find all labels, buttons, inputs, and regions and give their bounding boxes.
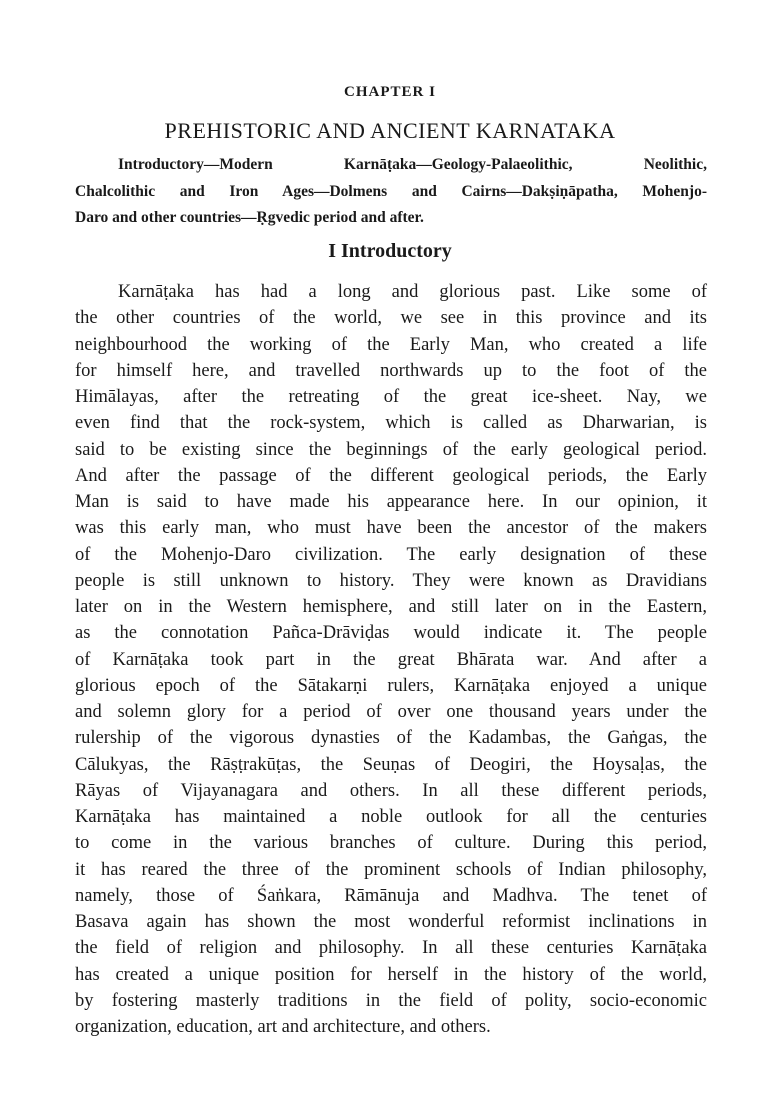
body-line: rulership of the vigorous dynasties of the Kadambas, the Gaṅgas, the bbox=[75, 728, 707, 749]
body-line: neighbourhood the working of the Early Man, who created a life bbox=[75, 334, 707, 355]
body-line: Cālukyas, the Rāṣṭrakūṭas, the Seuṇas of Deogiri, the Hoysaḷas, the bbox=[75, 754, 707, 775]
summary-line: Introductory—Modern Karnāṭaka—Geology-Palaeolithic, Neolithic, bbox=[118, 156, 707, 173]
body-line: to come in the various branches of culture. During this period, bbox=[75, 833, 707, 854]
chapter-label: CHAPTER I bbox=[344, 84, 436, 100]
body-line: of Karnāṭaka took part in the great Bhārata war. And after a bbox=[75, 649, 707, 670]
section-heading: I Introductory bbox=[328, 240, 452, 262]
body-line: for himself here, and travelled northwards up to the foot of the bbox=[75, 360, 707, 381]
body-line: Karnāṭaka has maintained a noble outlook for all the centuries bbox=[75, 807, 707, 827]
body-line: of the Mohenjo-Daro civilization. The early designation of these bbox=[75, 544, 707, 565]
body-line: said to be existing since the beginnings of the early geological period. bbox=[75, 439, 707, 460]
chapter-title: PREHISTORIC AND ANCIENT KARNATAKA bbox=[164, 118, 616, 143]
summary-line: Daro and other countries—Ṛgvedic period and after. bbox=[75, 209, 424, 226]
body-line: people is still unknown to history. They were known as Dravidians bbox=[75, 570, 707, 591]
body-line: and solemn glory for a period of over one thousand years under the bbox=[75, 702, 707, 722]
body-line: even find that the rock-system, which is called as Dharwarian, is bbox=[75, 413, 707, 434]
body-line: And after the passage of the different geological periods, the Early bbox=[75, 465, 707, 486]
body-line: Himālayas, after the retreating of the great ice-sheet. Nay, we bbox=[75, 387, 707, 407]
body-line: Man is said to have made his appearance here. In our opinion, it bbox=[75, 492, 707, 512]
body-line: has created a unique position for herself in the history of the world, bbox=[75, 964, 707, 985]
body-line: was this early man, who must have been the ancestor of the makers bbox=[75, 518, 707, 539]
body-line: Basava again has shown the most wonderful reformist inclinations in bbox=[75, 912, 707, 932]
body-line: glorious epoch of the Sātakarṇi rulers, Karnāṭaka enjoyed a unique bbox=[75, 675, 707, 696]
body-line: as the connotation Pañca-Drāviḍas would indicate it. The people bbox=[75, 623, 707, 644]
body-line: organization, education, art and architecture, and others. bbox=[75, 1017, 491, 1037]
body-line: by fostering masterly traditions in the field of polity, socio-economic bbox=[75, 990, 707, 1011]
body-line: Karnāṭaka has had a long and glorious past. Like some of bbox=[118, 282, 707, 302]
body-line: Rāyas of Vijayanagara and others. In all these different periods, bbox=[75, 780, 707, 801]
body-line: the other countries of the world, we see in this province and its bbox=[75, 308, 707, 329]
body-line: namely, those of Śaṅkara, Rāmānuja and Madhva. The tenet of bbox=[75, 885, 707, 906]
body-line: the field of religion and philosophy. In all these centuries Karnāṭaka bbox=[75, 938, 707, 959]
body-line: later on in the Western hemisphere, and still later on in the Eastern, bbox=[75, 597, 707, 617]
body-line: it has reared the three of the prominent schools of Indian philosophy, bbox=[75, 859, 707, 880]
summary-line: Chalcolithic and Iron Ages—Dolmens and Cairns—Dakṣiṇāpatha, Mohenjo- bbox=[75, 183, 707, 200]
